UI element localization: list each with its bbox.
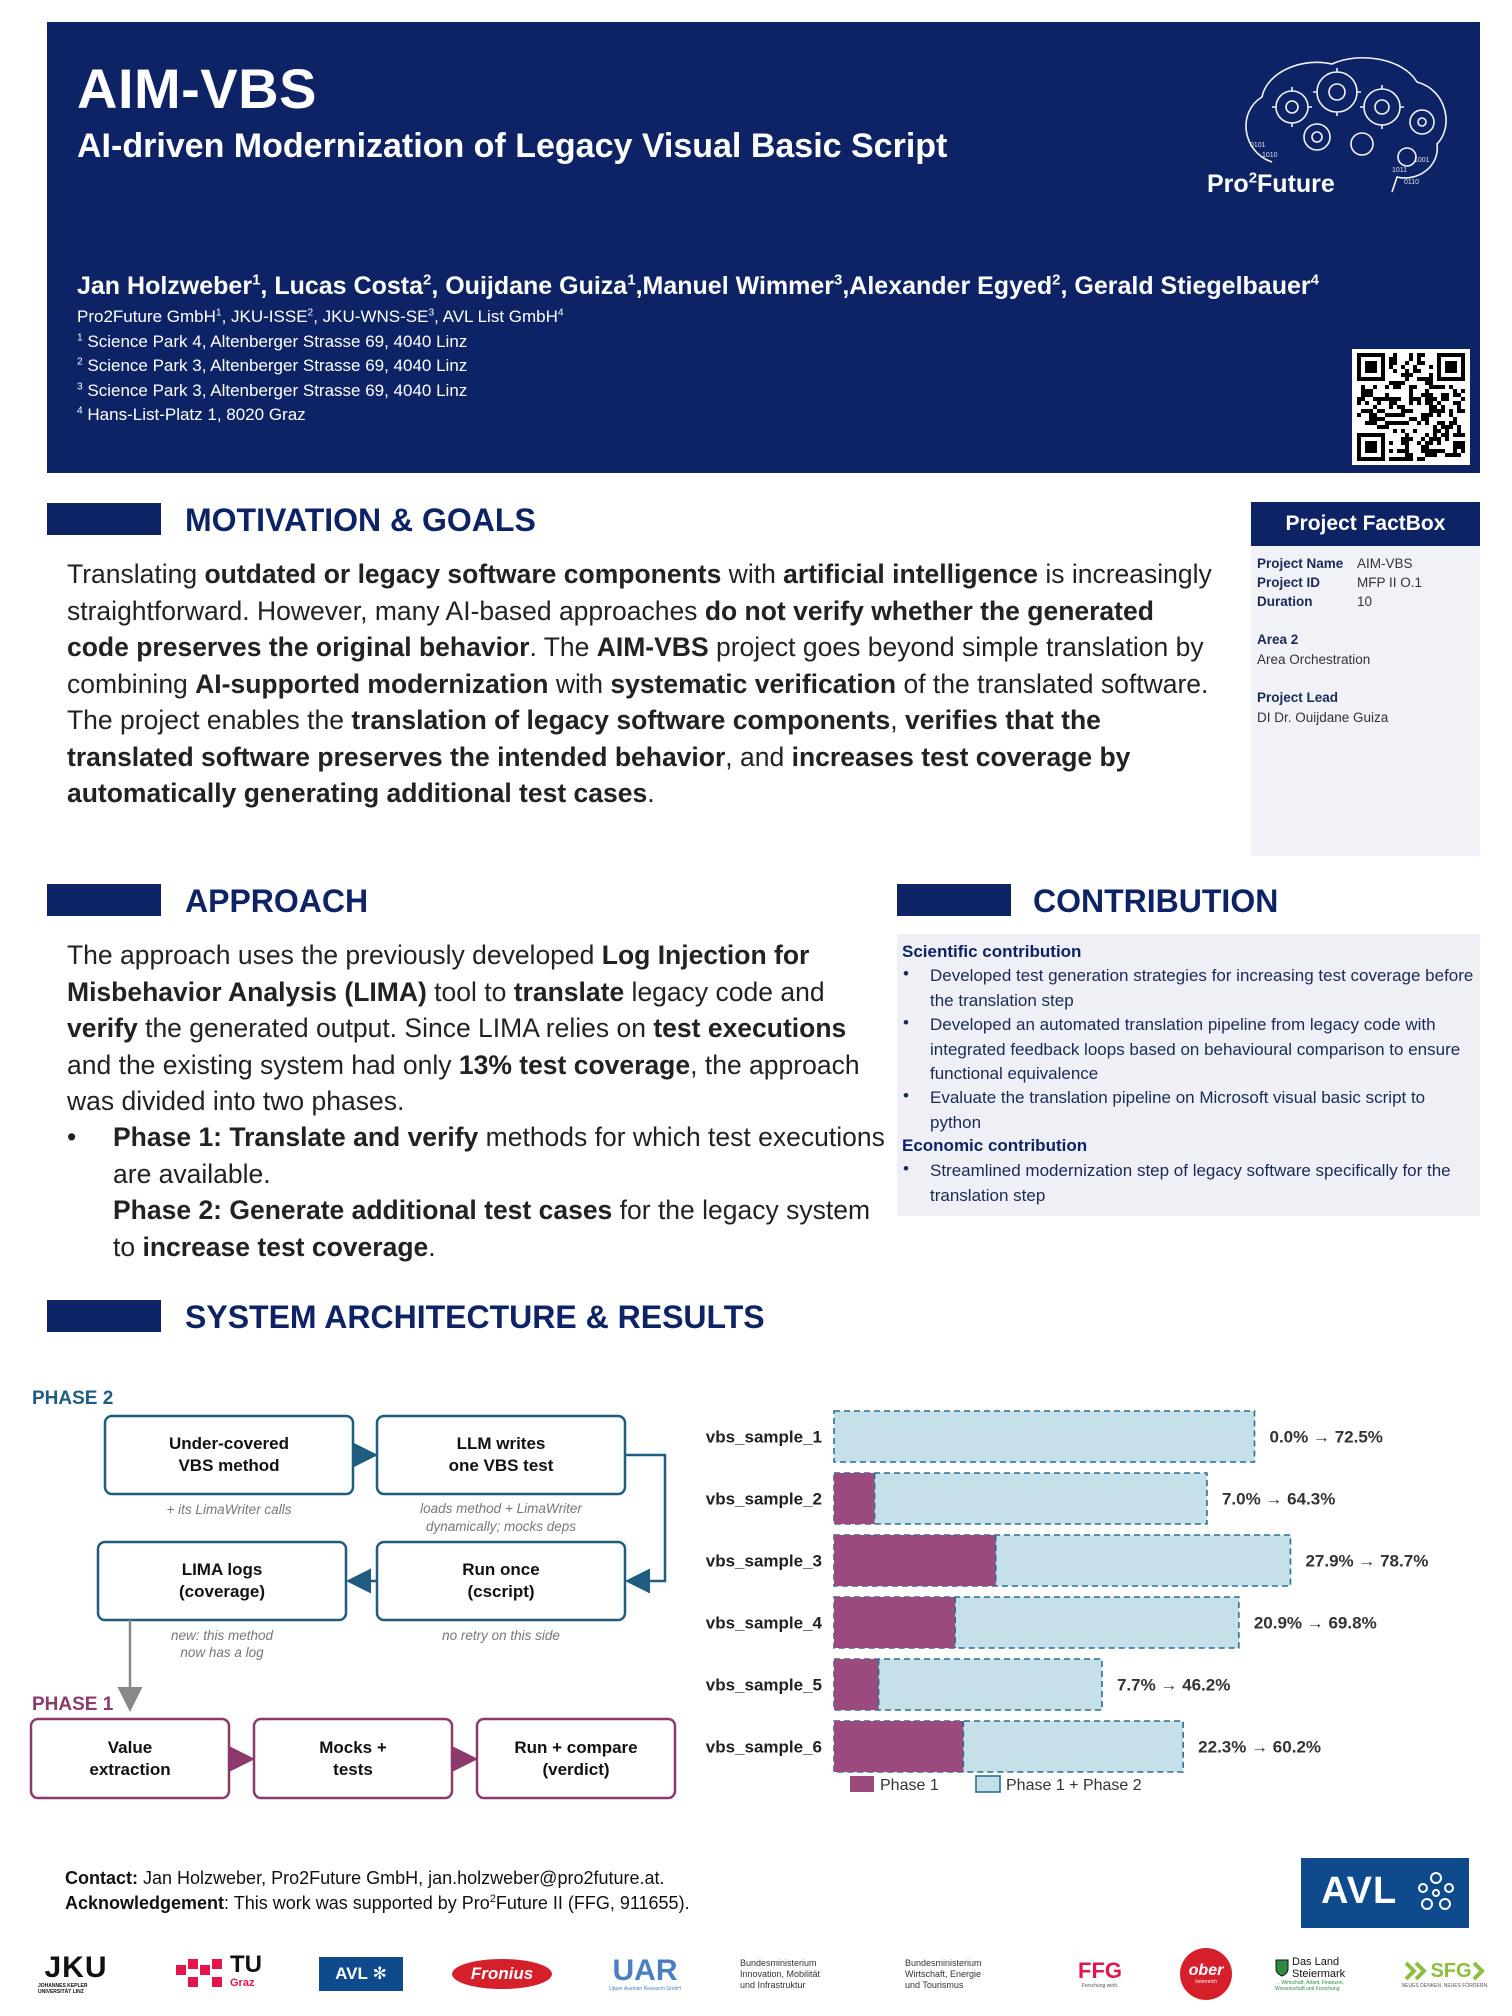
factbox-value: AIM-VBS: [1357, 556, 1413, 571]
organization-name: Pro2Future GmbH: [77, 307, 216, 326]
architecture-heading: SYSTEM ARCHITECTURE & RESULTS: [185, 1299, 765, 1335]
pro2future-logo: Pro$^2$Future: [1207, 169, 1335, 198]
approach-phase1: Phase 1: Translate and verify methods for which test executions are available.: [113, 1122, 885, 1189]
svg-text:1010: 1010: [1262, 152, 1278, 159]
factbox-label: Project ID: [1257, 575, 1321, 590]
data-label: 20.9% → 69.8%: [1253, 1613, 1377, 1633]
svg-text:Under-covered: Under-covered: [169, 1434, 289, 1453]
factbox-label: Duration: [1257, 594, 1313, 609]
address-line: $^2$ Science Park 3, Altenberger Strasse 69, 4040 Linz: [77, 356, 468, 375]
organization-name: JKU-ISSE: [231, 307, 308, 326]
qr-code-icon[interactable]: [1352, 349, 1470, 465]
svg-text:LIMA logs: LIMA logs: [181, 1560, 263, 1579]
svg-text:(coverage): (coverage): [179, 1582, 265, 1601]
box-undercovered: [105, 1416, 353, 1494]
svg-text:1011: 1011: [1392, 167, 1408, 174]
organization-list: Pro2Future GmbH$^1$, JKU-ISSE$^2$, JKU-$WNS-SE^3$, AVL List GmbH$^4$: [77, 307, 564, 326]
bar-phase1: [834, 1721, 963, 1772]
svg-text:(cscript): (cscript): [467, 1582, 535, 1601]
contact-block: [65, 1866, 690, 1916]
author-name: Manuel Wimmer: [642, 272, 834, 300]
note-undercovered: + its LimaWriter calls: [166, 1502, 292, 1517]
bar-phase1: [834, 1597, 955, 1648]
sfg-chevron-icon: [1472, 1961, 1486, 1981]
architecture-heading-bar: [47, 1300, 161, 1332]
poster-subtitle: AI-driven Modernization of Legacy Visual Basic Script: [77, 127, 948, 165]
arrow: [625, 1455, 665, 1581]
steiermark-logo: Das Land Steiermark → Wirtschaft, Arbeit, Finanzen, Wissenschaft und Forschung: [1275, 1956, 1346, 1992]
approach-heading: APPROACH: [185, 883, 369, 919]
box-run-compare: [477, 1719, 675, 1798]
fronius-logo: Fronius: [452, 1959, 552, 1989]
factbox-value: 10: [1357, 594, 1373, 609]
data-label: 0.0% → 72.5%: [1269, 1427, 1383, 1447]
data-label: 27.9% → 78.7%: [1305, 1551, 1429, 1571]
box-mocks-tests: [254, 1719, 452, 1798]
note-lima: now has a log: [180, 1645, 264, 1660]
bar-phase1-phase2: [834, 1411, 1255, 1462]
factbox-value: MFP II O.1: [1357, 575, 1423, 590]
box-llm-writes: [377, 1416, 625, 1494]
bm-wirtschaft-logo: Bundesministerium Wirtschaft, Energie und Tourismus: [905, 1957, 982, 1990]
svg-text:Run once: Run once: [462, 1560, 540, 1579]
note-llm: dynamically; mocks deps: [425, 1519, 577, 1534]
address-line: $^1$ Science Park 4, Altenberger Strasse 69, 4040 Linz: [77, 331, 468, 351]
coverage-bar-chart: [680, 1390, 1510, 1830]
scientific-item: Developed test generation strategies for increasing test coverage before the translation step: [930, 966, 1474, 1010]
svg-text:Run + compare: Run + compare: [514, 1738, 638, 1757]
note-lima: new: this method: [170, 1628, 274, 1643]
bm-innovation-logo: Bundesministerium Innovation, Mobilität und Infrastruktur: [740, 1957, 821, 1990]
legend-label-phase1: Phase 1: [880, 1777, 939, 1794]
svg-text:tests: tests: [333, 1760, 373, 1779]
factbox-lead-value: DI Dr. Ouijdane Guiza: [1257, 710, 1389, 725]
legend-label-phase2: Phase 1 + Phase 2: [1006, 1777, 1142, 1794]
data-label: 7.7% → 46.2%: [1116, 1675, 1231, 1695]
economic-item: Streamlined modernization step of legacy software specifically for the translation step: [930, 1161, 1451, 1205]
bar-phase1: [834, 1473, 875, 1524]
phase1-label: PHASE 1: [32, 1694, 114, 1715]
category-label: vbs_sample_4: [705, 1613, 822, 1633]
data-label: 22.3% → 60.2%: [1198, 1737, 1322, 1757]
motivation-heading-bar: [47, 503, 161, 535]
project-factbox: [1251, 502, 1480, 856]
oberoesterreich-logo: ober österreich: [1180, 1948, 1232, 2000]
svg-text:0101: 0101: [1250, 142, 1266, 149]
bar-phase1-phase2: [834, 1473, 1207, 1524]
coat-of-arms-icon: [1275, 1959, 1289, 1977]
svg-text:extraction: extraction: [89, 1760, 171, 1779]
contribution-heading: CONTRIBUTION: [1033, 883, 1279, 919]
factbox-label: Project Name: [1257, 556, 1344, 571]
motivation-text: Translating outdated or legacy software components with artificial intelligence is increasingly straightforward. However, many AI-based approaches do not verify whether the generated code preserves the original behavior. The AIM-VBS project goes beyond simple translation by combining AI-supported modernization with systematic verification of the translated software. The project enables the translation of legacy software components, verifies that the translated software preserves the intended behavior, and increases test coverage by automatically generating additional test cases.: [67, 559, 1212, 808]
approach-heading-bar: [47, 884, 161, 916]
svg-text:one VBS test: one VBS test: [448, 1456, 554, 1475]
contribution-heading-bar: [897, 884, 1011, 916]
uar-logo: UAR Upper Austrian Research GmbH: [609, 1954, 681, 1992]
author-name: Alexander Egyed: [849, 272, 1053, 300]
sfg-logo: SFG NEUES DENKEN. NEUES FÖRDERN.: [1401, 1959, 1489, 1989]
phase2-label: PHASE 2: [32, 1388, 114, 1409]
factbox-area-label: Area 2: [1257, 632, 1299, 647]
address-line: $^4$ Hans-List-Platz 1, 8020 Graz: [77, 405, 306, 424]
box-lima-logs: [98, 1542, 346, 1620]
acknowledgement-line: Acknowledgement: This work was supported by Pro$^2$Future II (FFG, 911655).: [65, 1893, 690, 1913]
header-banner: [47, 22, 1480, 473]
category-label: vbs_sample_6: [705, 1737, 822, 1757]
address-list: [77, 330, 564, 428]
approach-phase2: Phase 2: Generate additional test cases for the legacy system to increase test coverage.: [113, 1195, 871, 1262]
organization-name: AVL List GmbH: [442, 307, 558, 326]
category-label: vbs_sample_1: [705, 1427, 822, 1447]
box-run-once: [377, 1542, 625, 1620]
note-llm: loads method + LimaWriter: [420, 1501, 582, 1516]
svg-text:Value: Value: [107, 1738, 153, 1757]
data-label: 7.0% → 64.3%: [1221, 1489, 1336, 1509]
sfg-chevrons-icon: [1404, 1961, 1430, 1981]
avl-dots-icon: [1413, 1870, 1459, 1916]
factbox-title: Project FactBox: [1251, 502, 1480, 546]
note-run-once: no retry on this side: [442, 1628, 560, 1643]
ffg-logo: FFG Forschung wirkt.: [1078, 1958, 1122, 1989]
approach-bullet: •: [67, 1122, 77, 1152]
author-name: Ouijdane Guiza: [445, 272, 628, 300]
author-name: Jan Holzweber: [77, 272, 253, 300]
poster-title: AIM-VBS: [77, 57, 317, 120]
address-line: $^3$ Science Park 3, Altenberger Strasse 69, 4040 Linz: [77, 380, 468, 400]
avl-small-logo: AVL ✻: [319, 1957, 403, 1991]
svg-text:(verdict): (verdict): [542, 1760, 610, 1779]
category-label: vbs_sample_2: [705, 1489, 822, 1509]
contact-line: Contact: Jan Holzweber, Pro2Future GmbH, jan.holzweber@pro2future.at.: [65, 1868, 665, 1888]
bar-phase1: [834, 1659, 879, 1710]
box-value-extraction: [31, 1719, 229, 1798]
bar-phase1: [834, 1535, 996, 1586]
scientific-item: Evaluate the translation pipeline on Microsoft visual basic script to python: [930, 1088, 1426, 1132]
approach-text: The approach uses the previously developed Log Injection for Misbehavior Analysis (LIMA) tool to translate legacy code and verify the generated output. Since LIMA relies on test executions and the existing system had only 13% test coverage, the approach was divided into two phases.: [67, 940, 860, 1116]
legend-swatch-phase1: [850, 1776, 874, 1792]
factbox-area-value: Area Orchestration: [1257, 652, 1371, 667]
legend-swatch-phase2: [976, 1776, 1000, 1792]
category-label: vbs_sample_3: [705, 1551, 822, 1571]
factbox-lead-label: Project Lead: [1257, 690, 1339, 705]
svg-text:1001: 1001: [1414, 157, 1430, 164]
svg-text:VBS method: VBS method: [178, 1456, 280, 1475]
scientific-contribution-title: Scientific contribution: [902, 942, 1082, 961]
author-name: Lucas Costa: [274, 272, 423, 300]
tu-squares-icon: [176, 1959, 230, 1989]
author-list: Jan Holzweber$^1$, Lucas Costa$^2$, Ouijdane Guiza$^1$,Manuel Wimmer$^3$,Alexander Egyed$^2$, Gerald Stiegelbauer$^4$: [77, 271, 1319, 300]
avl-logo: AVL: [1301, 1858, 1469, 1928]
motivation-heading: MOTIVATION & GOALS: [185, 502, 536, 538]
tu-graz-logo: TU Graz: [170, 1954, 268, 1994]
svg-text:LLM writes: LLM writes: [456, 1434, 546, 1453]
jku-logo: JKU JOHANNES KEPLER UNIVERSITÄT LINZ: [38, 1951, 108, 1995]
organization-name: JKU-WNS-SE: [322, 307, 429, 326]
scientific-item: Developed an automated translation pipeline from legacy code with integrated feedback loops based on behavioural comparison to ensure functional equivalence: [930, 1015, 1461, 1083]
contribution-box: Scientific contribution • Developed test generation strategies for increasing test coverage before the translation step • Developed an automated translation pipeline from legacy code with integrated feedback loops based on behavioural comparison to ensure functional equivalence • Evaluate the translation pipeline on Microsoft visual basic script to python Economic contribution • Streamlined modernization step of legacy software specifically for the translation step: [897, 934, 1480, 1216]
svg-text:Mocks +: Mocks +: [319, 1738, 387, 1757]
category-label: vbs_sample_5: [705, 1675, 822, 1695]
architecture-diagram: [0, 1370, 690, 1810]
author-name: Gerald Stiegelbauer: [1074, 272, 1311, 300]
svg-text:0110: 0110: [1404, 179, 1420, 186]
affiliations: [77, 305, 564, 428]
economic-contribution-title: Economic contribution: [902, 1136, 1088, 1155]
